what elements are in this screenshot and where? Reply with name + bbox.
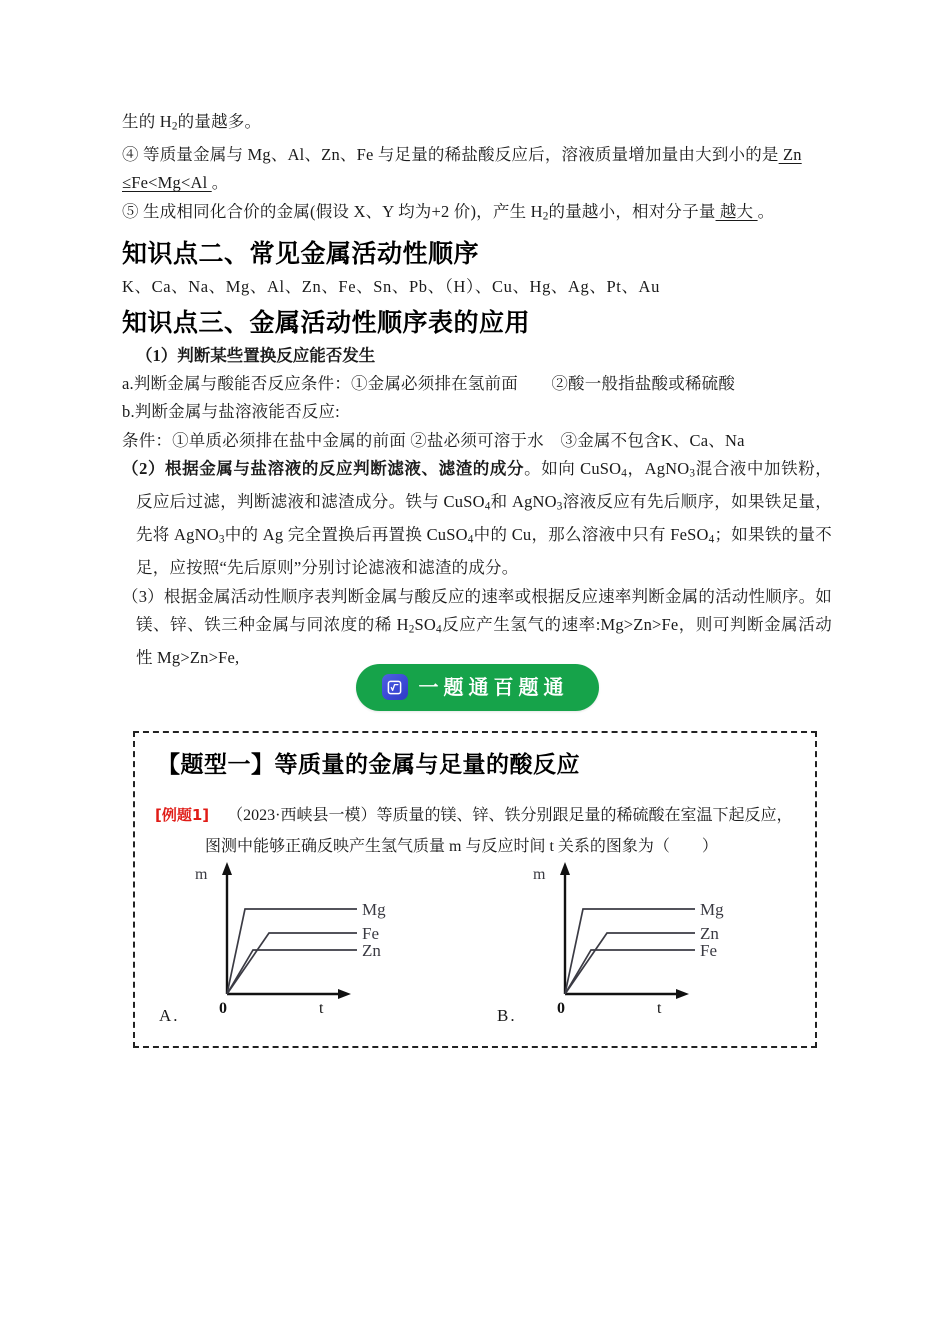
svg-text:Zn: Zn	[700, 924, 719, 943]
item4-answer-part1: Zn	[778, 144, 802, 164]
kp3-item1-b: b.判断金属与盐溶液能否反应:	[122, 402, 340, 422]
svg-text:t: t	[319, 1000, 324, 1017]
question-box	[133, 731, 817, 1048]
svg-text:Zn: Zn	[362, 941, 381, 960]
answer-options-graphs	[145, 854, 809, 1026]
document-content	[122, 108, 833, 1025]
kp3-item1-title: （1）判断某些置换反应能否发生	[136, 345, 376, 365]
brand-badge[interactable]	[356, 664, 599, 711]
option-b-label: B.	[497, 1006, 517, 1025]
kp3-item1-a: a.判断金属与酸能否反应条件：①金属必须排在氢前面 ②酸一般指盐酸或稀硫酸	[122, 373, 736, 393]
item5-part1: ⑤ 生成相同化合价的金属(假设 X、Y 均为+2 价)，产生	[122, 201, 531, 221]
item5-formula-h2: $H_2$	[530, 201, 549, 223]
formula-h2: $H_2$	[159, 112, 178, 133]
activity-series-elements: K、Ca、Na、Mg、Al、Zn、Fe、Sn、Pb、（H）、Cu、Hg、Ag、Pt、Au	[122, 276, 660, 296]
svg-text:m: m	[533, 866, 546, 883]
text-sheng-de: 生的	[122, 112, 160, 131]
svg-text:Fe: Fe	[362, 924, 379, 943]
svg-text:Fe: Fe	[700, 941, 717, 960]
svg-text:0: 0	[219, 1000, 227, 1017]
example-tag: [例题1]	[155, 806, 210, 824]
item4-prefix: ④ 等质量金属与 Mg、Al、Zn、Fe 与足量的稀盐酸反应后，溶液质量增加量由大到小的是	[122, 144, 779, 164]
paragraph-item-4	[122, 141, 832, 198]
kp3-item1-conditions: 条件：①单质必须排在盐中金属的前面 ②盐必须可溶于水 ③金属不包含K、Ca、Na	[122, 430, 745, 450]
kp3-item3: （3）根据金属活动性顺序表判断金属与酸反应的速率或根据反应速率判断金属的活动性顺序。如镁、锌、铁三种金属与同浓度的稀 $H_2SO_4$反应产生氢气的速率:Mg>Zn>Fe，则可判断金属活动性 Mg>Zn>Fe,	[122, 586, 832, 668]
item5-suffix: 。	[757, 201, 775, 221]
heading-knowledge-point-3: 知识点三、金属活动性顺序表的应用	[122, 307, 531, 337]
svg-text:Mg: Mg	[362, 900, 386, 919]
brand-badge-container	[122, 664, 832, 711]
svg-text:t: t	[657, 1000, 662, 1017]
item4-suffix: 。	[211, 173, 229, 193]
svg-text:0: 0	[557, 1000, 565, 1017]
svg-text:Mg: Mg	[700, 900, 724, 919]
option-a-label: A.	[159, 1006, 180, 1025]
example-question-line-1	[155, 802, 815, 829]
example-question-text-1: （2023·西峡县一模）等质量的镁、锌、铁分别跟足量的稀硫酸在室温下起反应，	[227, 807, 793, 824]
option-a-graph[interactable]	[159, 854, 489, 1026]
paragraph-h2-amount	[122, 108, 832, 141]
paragraph-item-5	[122, 198, 832, 231]
heading-knowledge-point-2: 知识点二、常见金属活动性顺序	[122, 238, 480, 268]
item5-answer: 越大	[715, 201, 758, 221]
brand-badge-text: 一题通百题通	[418, 675, 569, 699]
subscript-2: 2	[171, 120, 178, 133]
item4-answer-part2: ≤Fe<Mg<Al	[122, 173, 212, 193]
svg-text:m: m	[195, 866, 208, 883]
item5-part2: 的量越小，相对分子量	[548, 201, 716, 221]
question-type-title: 【题型一】等质量的金属与足量的酸反应	[157, 752, 580, 778]
kp3-item2-bold: （2）根据金属与盐溶液的反应判断滤液、滤渣的成分	[122, 459, 525, 479]
formula-app-icon	[382, 674, 408, 700]
example-question-line-2: 图测中能够正确反映产生氢气质量 m 与反应时间 t 关系的图象为（ ）	[205, 838, 718, 855]
option-b-graph[interactable]	[497, 854, 827, 1026]
text-liang-yue-duo: 的量越多。	[177, 112, 262, 131]
kp3-item2: （2）根据金属与盐溶液的反应判断滤液、滤渣的成分。如向 CuSO$_4$，AgNO$_3$混合液中加铁粉，反应后过滤，判断滤液和滤渣成分。铁与 CuSO$_4$和 AgNO$_3$溶液反应有先后顺序，如果铁足量，先将 AgNO$_3$中的 Ag 完全置换后再置换 CuSO$_4$中的 Cu，那么溶液中只有 FeSO$_4$；如果铁的量不足，应按照“先后原则”分别讨论滤液和滤渣的成分。	[122, 459, 833, 578]
